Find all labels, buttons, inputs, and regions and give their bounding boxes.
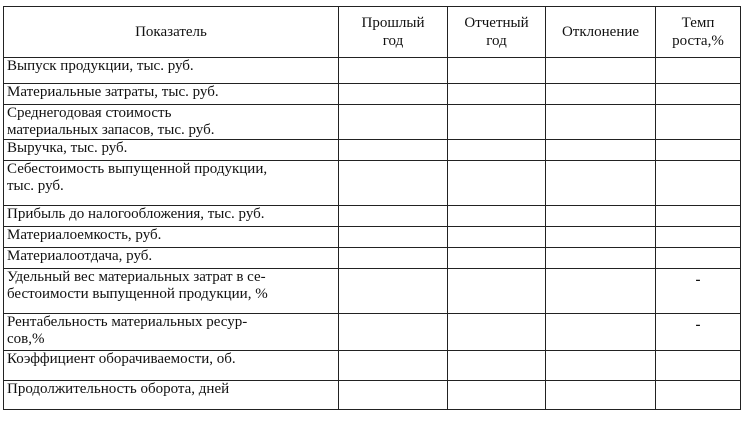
cell-previous-year (339, 314, 448, 351)
cell-growth-rate (656, 248, 741, 269)
table-row (4, 161, 741, 206)
table-row (4, 314, 741, 351)
header-deviation: Отклонение (546, 7, 656, 58)
header-indicator: Показатель (4, 7, 339, 58)
cell-previous-year (339, 206, 448, 227)
cell-previous-year (339, 84, 448, 105)
table-row (4, 206, 741, 227)
cell-growth-rate (656, 105, 741, 140)
cell-current-year (448, 105, 546, 140)
table-row (4, 58, 741, 84)
cell-growth-rate (656, 381, 741, 410)
cell-current-year (448, 206, 546, 227)
table-body (4, 58, 741, 410)
cell-current-year (448, 381, 546, 410)
table-header-row (4, 7, 741, 58)
cell-previous-year (339, 140, 448, 161)
cell-deviation (546, 58, 656, 84)
row-label: Прибыль до налогообложения, тыс. руб. (4, 206, 339, 227)
table-row (4, 248, 741, 269)
cell-current-year (448, 269, 546, 314)
row-label: Себестоимость выпущенной продукции, тыс. руб. (4, 161, 339, 206)
cell-growth-rate (656, 227, 741, 248)
row-label: Удельный вес материальных затрат в се- бестоимости выпущенной продукции, % (4, 269, 339, 314)
row-label: Выручка, тыс. руб. (4, 140, 339, 161)
cell-growth-rate (656, 58, 741, 84)
cell-growth-rate (656, 140, 741, 161)
table-row (4, 381, 741, 410)
row-label: Материалоотдача, руб. (4, 248, 339, 269)
table-row (4, 227, 741, 248)
cell-current-year (448, 58, 546, 84)
cell-growth-rate (656, 314, 741, 351)
cell-deviation (546, 248, 656, 269)
table-row (4, 269, 741, 314)
table-row (4, 140, 741, 161)
table-row (4, 84, 741, 105)
cell-deviation (546, 227, 656, 248)
cell-previous-year (339, 161, 448, 206)
row-label: Среднегодовая стоимость материальных запасов, тыс. руб. (4, 105, 339, 140)
row-label: Материалоемкость, руб. (4, 227, 339, 248)
cell-previous-year (339, 105, 448, 140)
cell-previous-year (339, 58, 448, 84)
header-current-year: Отчетный год (448, 7, 546, 58)
cell-growth-rate-value: - (695, 317, 701, 333)
table-row (4, 351, 741, 381)
cell-current-year (448, 84, 546, 105)
header-growth-rate: Темп роста,% (656, 7, 741, 58)
table-row (4, 105, 741, 140)
cell-growth-rate (656, 161, 741, 206)
cell-deviation (546, 381, 656, 410)
cell-growth-rate (656, 351, 741, 381)
cell-deviation (546, 140, 656, 161)
cell-current-year (448, 140, 546, 161)
row-label: Выпуск продукции, тыс. руб. (4, 58, 339, 84)
cell-current-year (448, 161, 546, 206)
cell-deviation (546, 269, 656, 314)
header-previous-year: Прошлый год (339, 7, 448, 58)
row-label: Продолжительность оборота, дней (4, 381, 339, 410)
cell-previous-year (339, 381, 448, 410)
cell-growth-rate (656, 84, 741, 105)
cell-deviation (546, 314, 656, 351)
cell-previous-year (339, 351, 448, 381)
cell-current-year (448, 248, 546, 269)
cell-growth-rate-value: - (695, 272, 701, 288)
cell-previous-year (339, 227, 448, 248)
cell-deviation (546, 206, 656, 227)
cell-deviation (546, 351, 656, 381)
indicators-table (3, 6, 741, 410)
cell-current-year (448, 351, 546, 381)
cell-current-year (448, 227, 546, 248)
row-label: Рентабельность материальных ресур- сов,% (4, 314, 339, 351)
cell-growth-rate (656, 206, 741, 227)
cell-previous-year (339, 269, 448, 314)
row-label: Коэффициент оборачиваемости, об. (4, 351, 339, 381)
cell-deviation (546, 84, 656, 105)
cell-growth-rate (656, 269, 741, 314)
cell-deviation (546, 105, 656, 140)
cell-current-year (448, 314, 546, 351)
cell-previous-year (339, 248, 448, 269)
cell-deviation (546, 161, 656, 206)
row-label: Материальные затраты, тыс. руб. (4, 84, 339, 105)
